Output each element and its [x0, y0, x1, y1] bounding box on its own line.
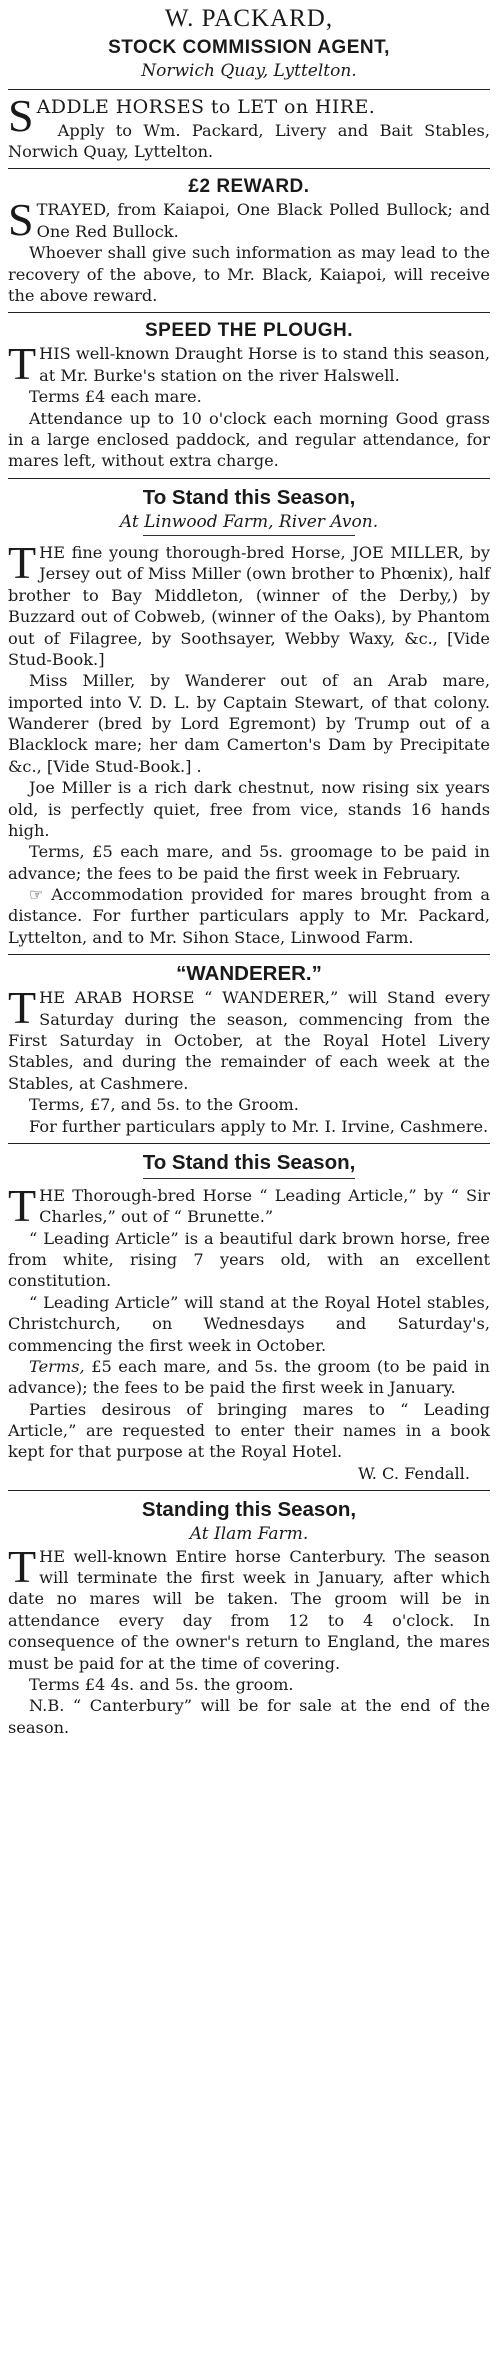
leading-article-p4-text: £5 each mare, and 5s. the groom (to be paid in advance); the fees to be paid the first week in January.	[8, 1356, 490, 1398]
leading-article-signature: W. C. Fendall.	[357, 1463, 470, 1483]
canterbury-ad	[8, 1492, 490, 1743]
divider	[8, 478, 490, 479]
dropcap: T	[8, 1179, 37, 1231]
joe-miller-heading: To Stand this Season,	[142, 485, 356, 509]
reward-body: Whoever shall give such information as may lead to the recovery of the above, to Mr. Black, Kaiapoi, will receive the above reward.	[8, 243, 490, 305]
canterbury-p2: Terms £4 4s. and 5s. the groom.	[29, 1674, 294, 1694]
joe-miller-p1: HE fine young thorough-bred Horse, JOE MILLER, by Jersey out of Miss Miller (own brother to Phœnix), half brother to Bay Middleton, (winner of the Derby,) by Buzzard out of Cobweb, (winner of the Oaks), by Phantom out of Filagree, by Soothsayer, Webby Waxy, &c., [Vide Stud-Book.]	[8, 543, 490, 669]
short-rule	[143, 535, 355, 536]
short-rule	[143, 1178, 355, 1179]
joe-miller-p5: ☞ Accommodation provided for mares brought from a distance. For further particulars apply to Mr. Packard, Lyttelton, and to Mr. Sihon Stace, Linwood Farm.	[8, 885, 490, 947]
leading-article-terms-label: Terms,	[29, 1356, 85, 1376]
divider	[8, 1143, 490, 1144]
leading-article-p2: “ Leading Article” is a beautiful dark brown horse, free from white, rising 7 years old, with an excellent constitution.	[8, 1228, 490, 1291]
canterbury-heading: Standing this Season,	[141, 1498, 357, 1522]
wanderer-heading: “WANDERER.”	[176, 962, 322, 986]
canterbury-p1: HE well-known Entire horse Canterbury. The season will terminate the first week in January, after which date no mares will be taken. The groom will be in attendance every day from 12 to 4 o'clock. In consequence of the owner's return to England, the mares must be paid for at the time of covering.	[8, 1546, 490, 1673]
divider	[8, 168, 490, 169]
leading-article-p1: HE Thorough-bred Horse “ Leading Article,” by “ Sir Charles,” out of “ Brunette.”	[39, 1185, 490, 1227]
dropcap: S	[8, 89, 34, 141]
reward-heading: £2 REWARD.	[188, 176, 310, 198]
leading-article-p5: Parties desirous of bringing mares to “ Leading Article,” are requested to enter their names in a book kept for that purpose at the Royal Hotel.	[8, 1399, 490, 1462]
wanderer-p2: Terms, £7, and 5s. to the Groom.	[29, 1095, 299, 1115]
packard-address: Norwich Quay, Lyttelton.	[141, 61, 357, 82]
joe-miller-p4: Terms, £5 each mare, and 5s. groomage to be paid in advance; the fees to be paid the first week in February.	[8, 842, 490, 883]
divider	[8, 312, 490, 313]
saddle-body: Apply to Wm. Packard, Livery and Bait Stables, Norwich Quay, Lyttelton.	[8, 120, 490, 161]
dropcap: T	[8, 537, 37, 589]
saddle-horses-ad	[8, 91, 490, 168]
divider	[8, 954, 490, 955]
dropcap: T	[8, 1540, 37, 1592]
plough-lead: HIS well-known Draught Horse is to stand this season, at Mr. Burke's station on the river Halswell.	[39, 344, 490, 385]
wanderer-ad	[8, 956, 490, 1142]
divider	[8, 89, 490, 90]
canterbury-p3: N.B. “ Canterbury” will be for sale at the end of the season.	[8, 1696, 490, 1737]
packard-name: W. PACKARD,	[164, 5, 334, 32]
leading-article-ad	[8, 1145, 490, 1489]
joe-miller-p3: Joe Miller is a rich dark chestnut, now rising six years old, is perfectly quiet, free from vice, stands 16 hands high.	[8, 778, 490, 840]
plough-ad	[8, 314, 490, 476]
plough-terms: Terms £4 each mare.	[29, 387, 202, 407]
packard-title: STOCK COMMISSION AGENT,	[108, 37, 390, 58]
saddle-lead: ADDLE HORSES to LET on HIRE.	[36, 95, 376, 118]
dropcap: S	[8, 194, 34, 246]
canterbury-location: At Ilam Farm.	[189, 1524, 309, 1545]
packard-ad	[8, 2, 490, 88]
leading-article-p4	[8, 1356, 490, 1399]
plough-body: Attendance up to 10 o'clock each morning Good grass in a large enclosed paddock, and regular attendance, for mares left, without extra charge.	[8, 408, 490, 471]
reward-lead: TRAYED, from Kaiapoi, One Black Polled Bullock; and One Red Bullock.	[36, 200, 490, 241]
dropcap: T	[8, 338, 37, 390]
leading-article-heading: To Stand this Season,	[142, 1150, 356, 1174]
leading-article-p3: “ Leading Article” will stand at the Royal Hotel stables, Christchurch, on Wednesdays and Saturday's, commencing the first week in October.	[8, 1292, 490, 1355]
wanderer-p1: HE ARAB HORSE “ WANDERER,” will Stand every Saturday during the season, commencing from the First Saturday in October, at the Royal Hotel Livery Stables, and during the remainder of each week at the Stables, at Cashmere.	[8, 988, 490, 1093]
joe-miller-ad	[8, 480, 490, 954]
divider	[8, 1490, 490, 1491]
wanderer-p3: For further particulars apply to Mr. I. Irvine, Cashmere.	[29, 1116, 489, 1136]
reward-ad	[8, 170, 490, 311]
plough-heading: SPEED THE PLOUGH.	[144, 320, 354, 342]
joe-miller-location: At Linwood Farm, River Avon.	[119, 511, 379, 532]
dropcap: T	[8, 982, 37, 1034]
joe-miller-p2: Miss Miller, by Wanderer out of an Arab mare, imported into V. D. L. by Captain Stewart, of that colony. Wanderer (bred by Lord Egremont) by Trump out of a Blacklock mare; her dam Camerton's Dam by Precipitate &c., [Vide Stud-Book.] .	[8, 671, 490, 776]
